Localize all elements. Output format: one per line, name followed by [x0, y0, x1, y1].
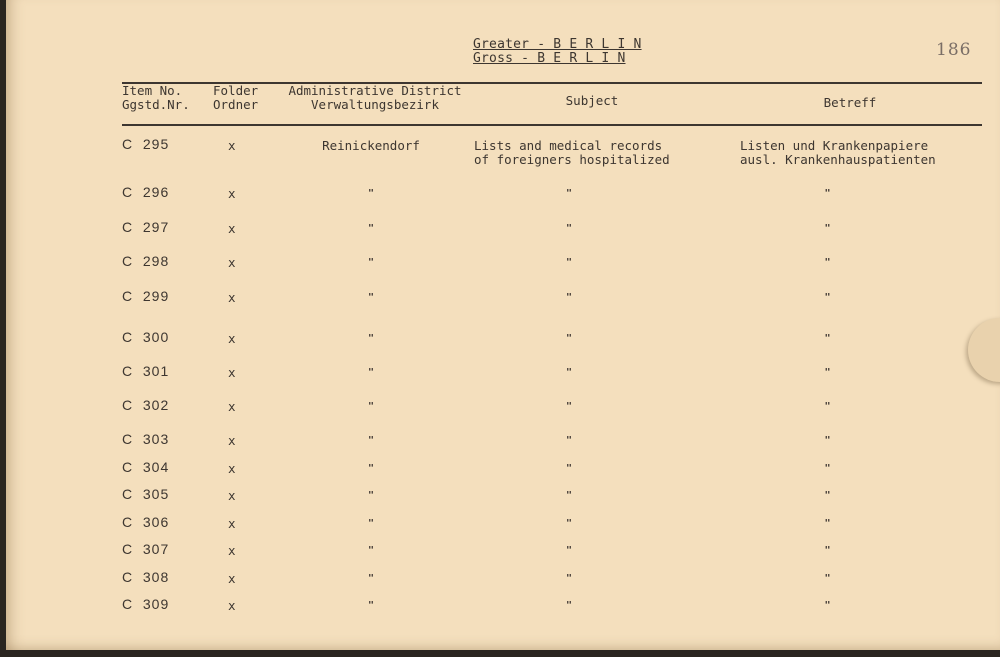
betreff-cell: "	[824, 463, 831, 474]
district-cell: Reinickendorf	[322, 138, 420, 153]
betreff-cell: "	[824, 435, 831, 446]
subject-cell: "	[565, 188, 573, 199]
betreff-cell: "	[824, 573, 831, 584]
district-cell: "	[367, 463, 375, 474]
district-cell: "	[367, 333, 375, 344]
item-number: C 303	[122, 431, 170, 447]
district-cell: "	[367, 573, 375, 584]
column-header-district: Administrative District Verwaltungsbezirk	[288, 83, 462, 112]
subject-cell: "	[565, 333, 573, 344]
folder-mark: x	[228, 221, 236, 236]
page-number: 186	[936, 40, 972, 60]
district-cell: "	[367, 188, 375, 199]
folder-mark: x	[228, 598, 236, 613]
district-cell: "	[367, 292, 375, 303]
folder-mark: x	[228, 186, 236, 201]
district-cell: "	[367, 401, 375, 412]
item-number: C 297	[122, 219, 170, 235]
subject-cell: "	[565, 401, 573, 412]
subject-cell: "	[565, 545, 573, 556]
betreff-cell: "	[824, 257, 831, 268]
betreff-cell: "	[824, 367, 831, 378]
item-number: C 306	[122, 514, 170, 530]
folder-mark: x	[228, 543, 236, 558]
title-line-german: Gross - B E R L I N	[473, 51, 626, 66]
item-number: C 299	[122, 288, 170, 304]
subject-cell: "	[565, 367, 573, 378]
item-number: C 304	[122, 459, 170, 475]
betreff-cell: "	[824, 188, 831, 199]
betreff-cell: "	[824, 490, 831, 501]
folder-mark: x	[228, 488, 236, 503]
item-number: C 301	[122, 363, 170, 379]
folder-mark: x	[228, 290, 236, 305]
betreff-cell: "	[824, 333, 831, 344]
folder-mark: x	[228, 365, 236, 380]
header-bottom-rule	[122, 124, 982, 126]
district-cell: "	[367, 545, 375, 556]
subject-cell: "	[565, 223, 573, 234]
folder-mark: x	[228, 255, 236, 270]
item-number: C 298	[122, 253, 170, 269]
title-line-english: Greater - B E R L I N	[473, 37, 642, 52]
item-number: C 300	[122, 329, 170, 345]
page-title	[473, 38, 642, 66]
subject-cell: "	[565, 257, 573, 268]
betreff-cell: "	[824, 518, 831, 529]
betreff-cell: "	[824, 600, 831, 611]
page-edge-tab	[968, 318, 1000, 382]
betreff-cell: Listen und Krankenpapiere ausl. Krankenhauspatienten	[740, 138, 936, 167]
district-cell: "	[367, 223, 375, 234]
subject-cell: "	[565, 600, 573, 611]
district-cell: "	[367, 600, 375, 611]
betreff-cell: "	[824, 223, 831, 234]
district-cell: "	[367, 367, 375, 378]
item-number: C 296	[122, 184, 170, 200]
folder-mark: x	[228, 138, 236, 153]
folder-mark: x	[228, 399, 236, 414]
item-number: C 302	[122, 397, 170, 413]
folder-mark: x	[228, 571, 236, 586]
subject-cell: "	[565, 463, 573, 474]
column-header-subject: Subject	[565, 93, 619, 108]
folder-mark: x	[228, 516, 236, 531]
betreff-cell: "	[824, 401, 831, 412]
item-number: C 295	[122, 136, 170, 152]
district-cell: "	[367, 490, 375, 501]
document-page	[6, 0, 1000, 650]
folder-mark: x	[228, 433, 236, 448]
item-number: C 305	[122, 486, 170, 502]
folder-mark: x	[228, 331, 236, 346]
item-number: C 309	[122, 596, 170, 612]
subject-cell: Lists and medical records of foreigners hospitalized	[474, 138, 670, 167]
folder-mark: x	[228, 461, 236, 476]
item-number: C 308	[122, 569, 170, 585]
subject-cell: "	[565, 573, 573, 584]
district-cell: "	[367, 518, 375, 529]
item-number: C 307	[122, 541, 170, 557]
subject-cell: "	[565, 490, 573, 501]
subject-cell: "	[565, 518, 573, 529]
district-cell: "	[367, 257, 375, 268]
column-header-betreff: Betreff	[823, 95, 877, 110]
subject-cell: "	[565, 435, 573, 446]
subject-cell: "	[565, 292, 573, 303]
district-cell: "	[367, 435, 375, 446]
betreff-cell: "	[824, 292, 831, 303]
column-header-folder: Folder Ordner	[213, 83, 259, 112]
column-header-item: Item No. Ggstd.Nr.	[122, 83, 190, 112]
betreff-cell: "	[824, 545, 831, 556]
